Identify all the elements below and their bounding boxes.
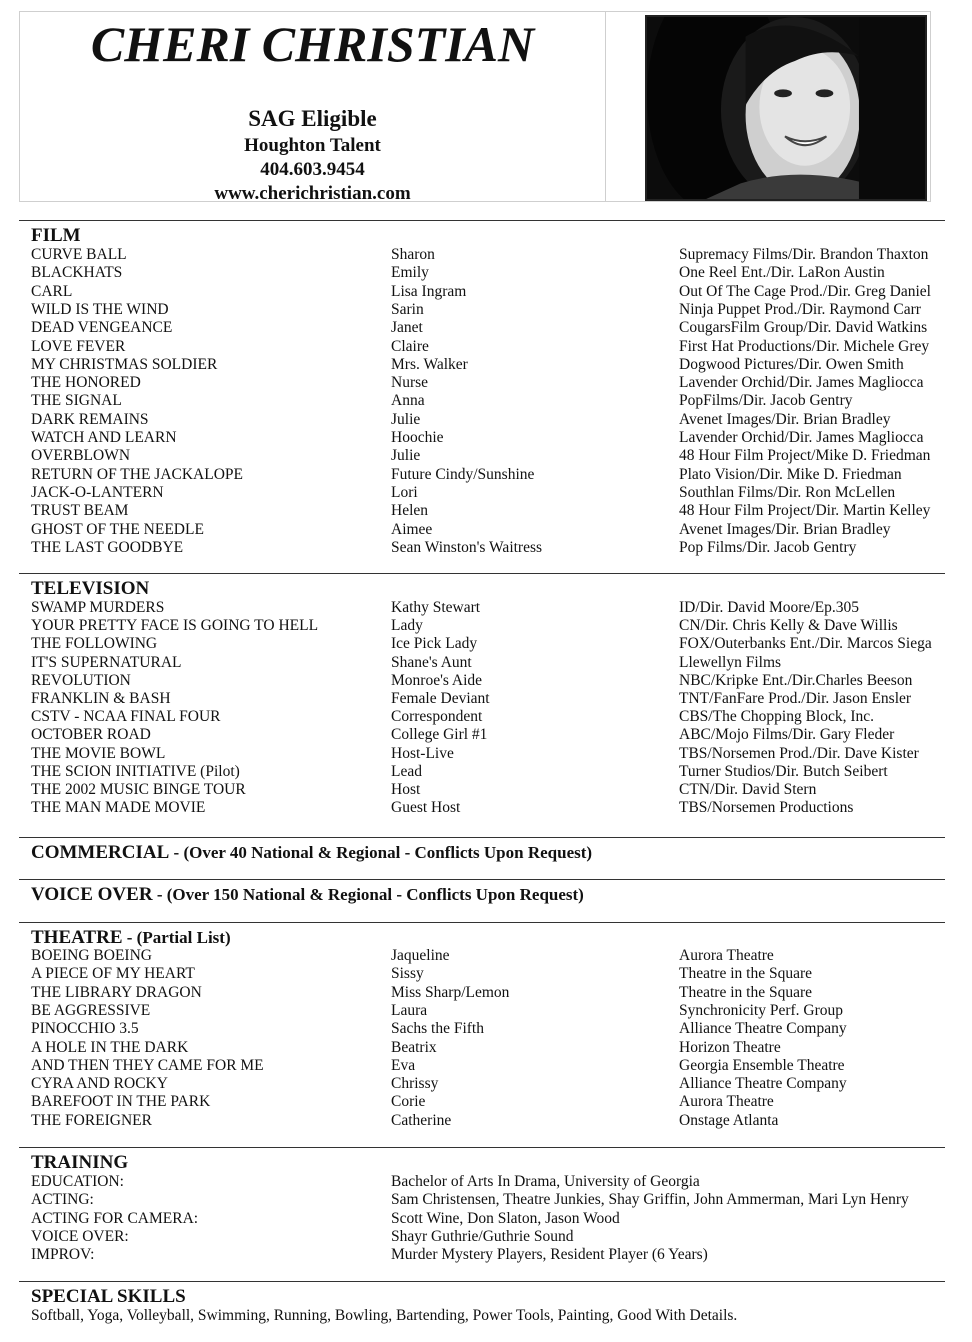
credit-title: FRANKLIN & BASH (31, 690, 171, 707)
credit-row (0, 319, 972, 337)
credit-role: Sam Christensen, Theatre Junkies, Shay Griffin, John Ammerman, Mari Lyn Henry (391, 1191, 909, 1209)
credit-company: Alliance Theatre Company (679, 1020, 847, 1038)
theatre-section (31, 927, 231, 949)
credit-company: Llewellyn Films (679, 653, 782, 671)
credit-role: Shayr Guthrie/Guthrie Sound (391, 1227, 574, 1245)
credit-title: BOEING BOEING (31, 947, 152, 964)
credit-title: THE MOVIE BOWL (31, 744, 166, 762)
credit-title: BE AGGRESSIVE (31, 1001, 151, 1019)
credit-company: ABC/Mojo Films/Dir. Gary Fleder (679, 726, 895, 744)
credit-row (0, 763, 972, 781)
divider (19, 922, 945, 923)
credit-row (0, 484, 972, 502)
credit-row (0, 301, 972, 319)
skills-text: Softball, Yoga, Volleyball, Swimming, Running, Bowling, Bartending, Power Tools, Painting, Good With Details. (31, 1307, 738, 1324)
credit-company: Turner Studios/Dir. Butch Seibert (679, 762, 888, 780)
credit-title: ACTING: (31, 1191, 94, 1209)
credit-title: TRUST BEAM (31, 502, 129, 520)
credit-company: TBS/Norsemen Prod./Dir. Dave Kister (679, 744, 919, 762)
credit-role: Chrissy (391, 1075, 439, 1093)
credit-title: AND THEN THEY CAME FOR ME (31, 1056, 264, 1074)
credit-row (0, 599, 972, 617)
credit-title: CARL (31, 282, 73, 300)
credit-company: 48 Hour Film Project/Mike D. Friedman (679, 447, 931, 465)
credit-company: Synchronicity Perf. Group (679, 1001, 844, 1019)
credit-row (0, 1057, 972, 1075)
credit-company: CTN/Dir. David Stern (679, 781, 817, 798)
phone-number: 404.603.9454 (260, 159, 365, 180)
commercial-section-title: COMMERCIAL (31, 842, 170, 863)
credit-role: Mrs. Walker (391, 355, 468, 373)
credit-title: THE SIGNAL (31, 392, 122, 410)
credit-company: ID/Dir. David Moore/Ep.305 (679, 599, 859, 616)
credit-title: IMPROV: (31, 1246, 95, 1264)
credit-company: FOX/Outerbanks Ent./Dir. Marcos Siega (679, 635, 932, 653)
credit-title: A PIECE OF MY HEART (31, 965, 195, 983)
credit-title: THE 2002 MUSIC BINGE TOUR (31, 781, 246, 798)
website-link[interactable]: www.cherichristian.com (214, 183, 411, 204)
credit-company: Plato Vision/Dir. Mike D. Friedman (679, 465, 902, 483)
credit-row (0, 672, 972, 690)
credit-role: Julie (391, 410, 421, 428)
credit-title: THE LAST GOODBYE (31, 538, 184, 556)
credit-role: Future Cindy/Sunshine (391, 465, 535, 483)
credit-title: ACTING FOR CAMERA: (31, 1209, 199, 1227)
credit-title: PINOCCHIO 3.5 (31, 1020, 139, 1038)
credit-row (0, 264, 972, 282)
credit-row (0, 1210, 972, 1228)
credit-role: Claire (391, 337, 429, 355)
credit-row (0, 1075, 972, 1093)
credit-row (0, 726, 972, 744)
credit-row (0, 356, 972, 374)
headshot-illustration (647, 17, 925, 199)
credit-role: Female Deviant (391, 690, 490, 707)
credit-title: LOVE FEVER (31, 337, 126, 355)
credit-row (0, 708, 972, 726)
credit-company: CN/Dir. Chris Kelly & Dave Willis (679, 617, 898, 635)
theatre-note: - (Partial List) (122, 928, 231, 947)
credit-title: A HOLE IN THE DARK (31, 1038, 189, 1056)
credit-role: Nurse (391, 374, 429, 392)
credit-role: Scott Wine, Don Slaton, Jason Wood (391, 1209, 620, 1227)
credit-row (0, 502, 972, 520)
credit-role: Monroe's Aide (391, 671, 483, 689)
credit-role: Catherine (391, 1111, 452, 1129)
credit-company: Pop Films/Dir. Jacob Gentry (679, 538, 857, 556)
credit-row (0, 1191, 972, 1209)
credit-company: TNT/FanFare Prod./Dir. Jason Ensler (679, 690, 912, 707)
credit-row (0, 392, 972, 410)
theatre-section-title: THEATRE (31, 927, 123, 948)
credit-company: Supremacy Films/Dir. Brandon Thaxton (679, 246, 929, 263)
voiceover-section-title: VOICE OVER (31, 884, 153, 905)
credit-row (0, 1228, 972, 1246)
agency-name: Houghton Talent (244, 135, 381, 156)
credit-company: CBS/The Chopping Block, Inc. (679, 708, 875, 726)
credit-row (0, 521, 972, 539)
credit-row (0, 411, 972, 429)
divider (19, 573, 945, 574)
header-contact-panel (20, 12, 606, 204)
credit-title: THE FOLLOWING (31, 635, 158, 653)
credit-company: One Reel Ent./Dir. LaRon Austin (679, 264, 885, 282)
credit-role: Laura (391, 1001, 428, 1019)
credit-row (0, 1173, 972, 1191)
divider (19, 1147, 945, 1148)
credit-role: Jaqueline (391, 947, 450, 964)
credit-title: MY CHRISTMAS SOLDIER (31, 355, 218, 373)
credit-role: Lead (391, 762, 422, 780)
credit-title: JACK-O-LANTERN (31, 483, 164, 501)
credit-role: Kathy Stewart (391, 599, 481, 616)
credit-role: Janet (391, 319, 423, 337)
credit-role: Aimee (391, 520, 433, 538)
credit-title: THE HONORED (31, 374, 141, 392)
credit-title: CYRA AND ROCKY (31, 1075, 168, 1093)
credit-company: Avenet Images/Dir. Brian Bradley (679, 410, 891, 428)
credit-role: Sarin (391, 300, 424, 318)
credit-row (0, 1002, 972, 1020)
training-section-title: TRAINING (31, 1152, 129, 1173)
credit-title: EDUCATION: (31, 1173, 124, 1190)
credit-row (0, 338, 972, 356)
credit-role: Anna (391, 392, 425, 410)
credit-row (0, 1246, 972, 1264)
credit-role: Beatrix (391, 1038, 437, 1056)
credit-row (0, 984, 972, 1002)
credit-company: Lavender Orchid/Dir. James Magliocca (679, 429, 924, 446)
actor-name: CHERI CHRISTIAN (90, 16, 535, 72)
credit-title: YOUR PRETTY FACE IS GOING TO HELL (31, 617, 319, 635)
credit-title: RETURN OF THE JACKALOPE (31, 465, 243, 483)
credit-role: Ice Pick Lady (391, 635, 478, 653)
credit-role: Hoochie (391, 429, 444, 446)
credit-role: Murder Mystery Players, Resident Player (6 Years) (391, 1246, 708, 1264)
credit-role: Emily (391, 264, 429, 282)
credit-row (0, 1039, 972, 1057)
credit-company: First Hat Productions/Dir. Michele Grey (679, 337, 930, 355)
credit-company: 48 Hour Film Project/Dir. Martin Kelley (679, 502, 931, 520)
credit-title: BLACKHATS (31, 264, 123, 282)
credit-title: OVERBLOWN (31, 447, 131, 465)
credit-row (0, 781, 972, 799)
credit-company: Aurora Theatre (679, 947, 774, 964)
credit-role: Sharon (391, 246, 435, 263)
credit-role: Julie (391, 447, 421, 465)
credit-role: Host-Live (391, 744, 454, 762)
credit-role: Lady (391, 617, 423, 635)
credit-row (0, 947, 972, 965)
divider (19, 837, 945, 838)
credit-row (0, 617, 972, 635)
commercial-section (31, 842, 592, 864)
credit-role: Lisa Ingram (391, 282, 467, 300)
divider (19, 879, 945, 880)
credit-row (0, 283, 972, 301)
film-section-title: FILM (31, 225, 81, 246)
credit-row (0, 374, 972, 392)
credit-title: GHOST OF THE NEEDLE (31, 520, 204, 538)
divider (19, 220, 945, 221)
credit-role: Sissy (391, 965, 424, 983)
credit-company: Theatre in the Square (679, 965, 812, 983)
credit-role: Shane's Aunt (391, 653, 472, 671)
credit-role: Miss Sharp/Lemon (391, 983, 510, 1001)
credit-row (0, 1093, 972, 1111)
credit-company: Theatre in the Square (679, 983, 812, 1001)
credit-company: Out Of The Cage Prod./Dir. Greg Daniel (679, 282, 931, 300)
credit-role: Host (391, 781, 421, 798)
credit-row (0, 799, 972, 817)
voiceover-section (31, 884, 584, 906)
credit-title: DEAD VENGEANCE (31, 319, 173, 337)
credit-role: Eva (391, 1056, 416, 1074)
credit-company: TBS/Norsemen Productions (679, 799, 854, 817)
divider (19, 1281, 945, 1282)
credit-company: NBC/Kripke Ent./Dir.Charles Beeson (679, 671, 913, 689)
credit-title: BAREFOOT IN THE PARK (31, 1093, 211, 1111)
credit-title: SWAMP MURDERS (31, 599, 165, 616)
commercial-note: - (Over 40 National & Regional - Conflicts Upon Request) (169, 843, 593, 862)
credit-company: Ninja Puppet Prod./Dir. Raymond Carr (679, 300, 921, 318)
television-section-title: TELEVISION (31, 578, 150, 599)
credit-title: VOICE OVER: (31, 1227, 129, 1245)
headshot-photo (645, 15, 927, 201)
credit-title: WILD IS THE WIND (31, 300, 169, 318)
credit-role: Guest Host (391, 799, 461, 817)
credit-company: Avenet Images/Dir. Brian Bradley (679, 520, 891, 538)
credit-title: THE SCION INITIATIVE (Pilot) (31, 762, 240, 780)
credit-role: Sachs the Fifth (391, 1020, 484, 1038)
credit-company: Horizon Theatre (679, 1038, 781, 1056)
credit-row (0, 1112, 972, 1130)
credit-title: REVOLUTION (31, 671, 131, 689)
credit-title: THE FOREIGNER (31, 1111, 152, 1129)
union-status: SAG Eligible (248, 106, 377, 131)
skills-section-title: SPECIAL SKILLS (31, 1286, 186, 1307)
credit-company: Southlan Films/Dir. Ron McLellen (679, 483, 896, 501)
credit-row (0, 429, 972, 447)
credit-role: Helen (391, 502, 429, 520)
credit-company: Onstage Atlanta (679, 1111, 779, 1129)
credit-title: IT'S SUPERNATURAL (31, 653, 182, 671)
credit-company: Aurora Theatre (679, 1093, 774, 1111)
credit-row (0, 690, 972, 708)
credit-company: Dogwood Pictures/Dir. Owen Smith (679, 355, 904, 373)
credit-role: Lori (391, 483, 418, 501)
credit-title: THE MAN MADE MOVIE (31, 799, 206, 817)
credit-title: OCTOBER ROAD (31, 726, 151, 744)
credit-row (0, 447, 972, 465)
credit-title: DARK REMAINS (31, 410, 149, 428)
credit-row (0, 539, 972, 557)
credit-company: CougarsFilm Group/Dir. David Watkins (679, 319, 928, 337)
credit-row (0, 654, 972, 672)
credit-company: Lavender Orchid/Dir. James Magliocca (679, 374, 924, 392)
credit-role: College Girl #1 (391, 726, 488, 744)
voiceover-note: - (Over 150 National & Regional - Conflicts Upon Request) (152, 885, 584, 904)
credit-title: WATCH AND LEARN (31, 429, 177, 446)
credit-company: PopFilms/Dir. Jacob Gentry (679, 392, 853, 410)
credit-company: Alliance Theatre Company (679, 1075, 847, 1093)
resume-header (19, 11, 931, 202)
credit-row (0, 635, 972, 653)
credit-title: CURVE BALL (31, 246, 127, 263)
credit-title: THE LIBRARY DRAGON (31, 983, 202, 1001)
credit-row (0, 466, 972, 484)
credit-title: CSTV - NCAA FINAL FOUR (31, 708, 221, 726)
credit-role: Bachelor of Arts In Drama, University of Georgia (391, 1173, 700, 1190)
credit-row (0, 965, 972, 983)
credit-company: Georgia Ensemble Theatre (679, 1056, 845, 1074)
credit-row (0, 1020, 972, 1038)
credit-row (0, 246, 972, 264)
credit-role: Corie (391, 1093, 426, 1111)
credit-role: Sean Winston's Waitress (391, 538, 543, 556)
credit-row (0, 745, 972, 763)
credit-role: Correspondent (391, 708, 483, 726)
